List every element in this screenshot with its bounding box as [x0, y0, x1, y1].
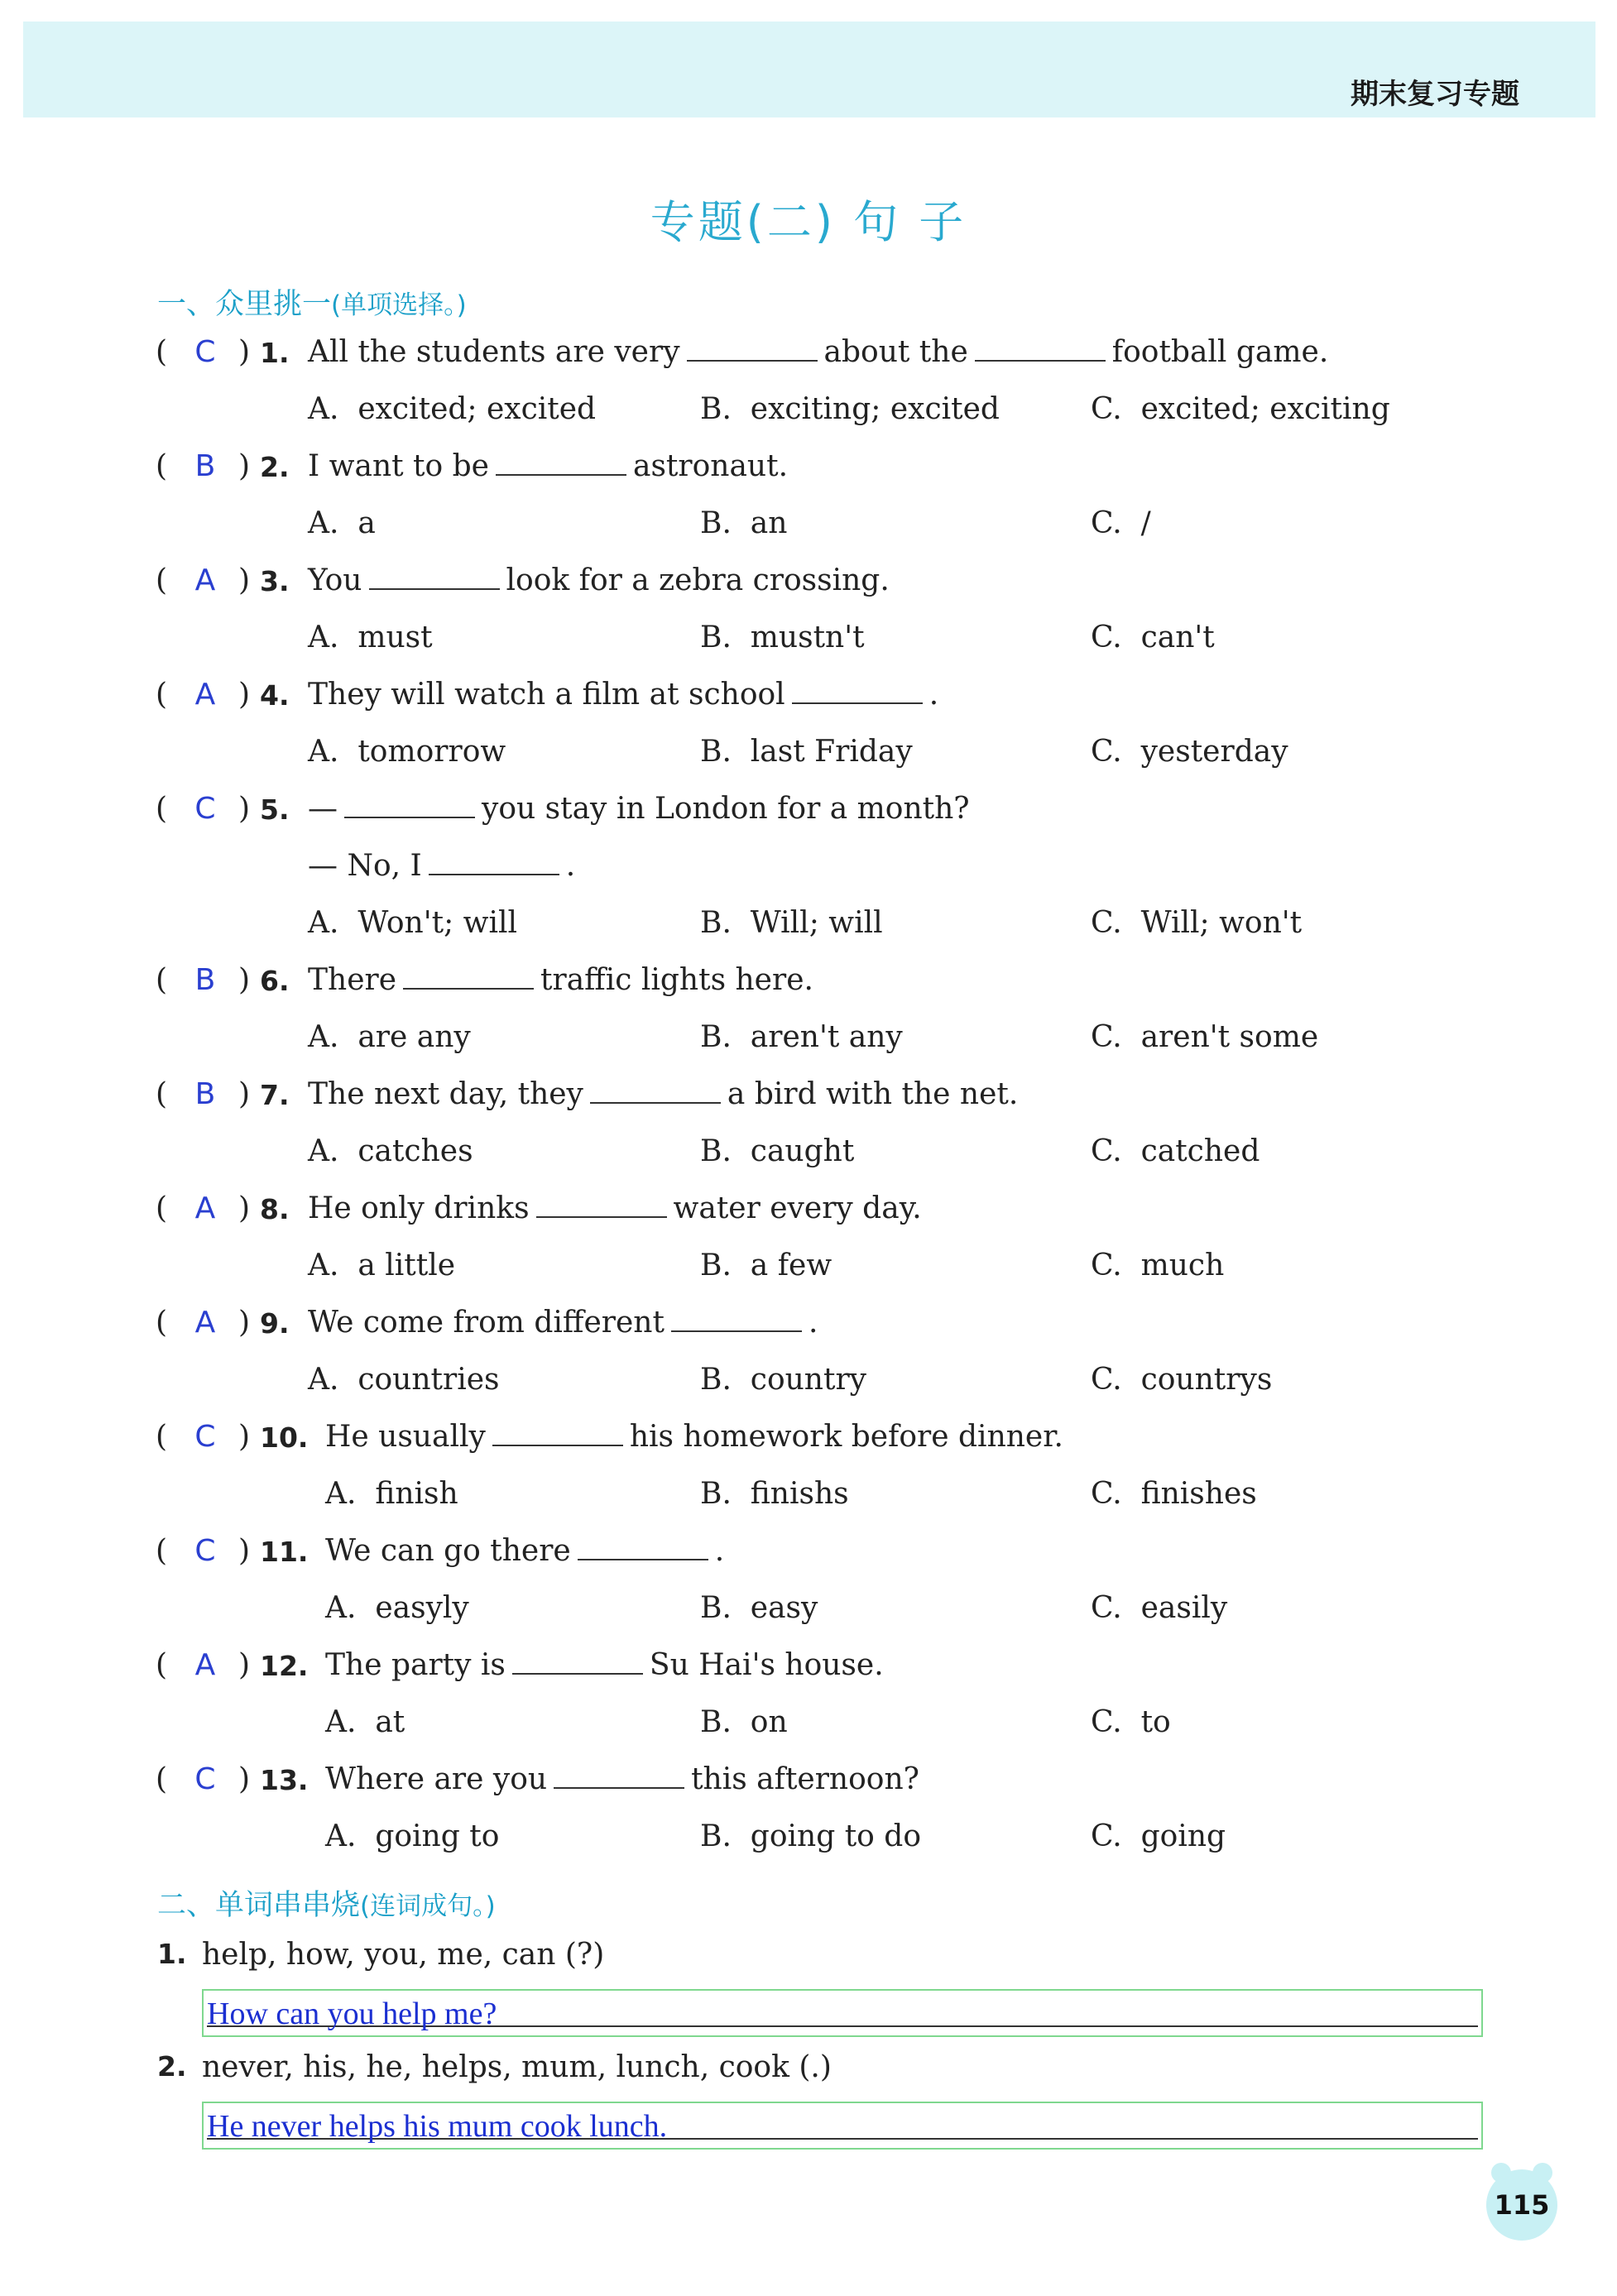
answer-blank[interactable] — [554, 1762, 684, 1789]
ordering-item-1 — [0, 1938, 1617, 1987]
paren-close: ) — [238, 1077, 251, 1111]
option-a[interactable]: A. catches — [308, 1134, 473, 1168]
paren-close: ) — [238, 1534, 251, 1568]
paren-open: ( — [156, 335, 168, 369]
option-b[interactable]: B. Will; will — [700, 906, 883, 940]
option-a[interactable]: A. tomorrow — [308, 735, 506, 769]
header-label: 期末复习专题 — [1351, 78, 1519, 111]
paren-open: ( — [156, 963, 168, 997]
stem-text: . — [928, 678, 939, 712]
stem-text: you stay in London for a month? — [482, 792, 970, 826]
question-row — [0, 678, 1617, 727]
option-a[interactable]: A. are any — [308, 1020, 471, 1054]
option-c[interactable]: C. catched — [1091, 1134, 1260, 1168]
section-2-note: (连词成句。) — [360, 1891, 496, 1921]
question-row — [0, 1077, 1617, 1127]
options-row — [0, 735, 1617, 784]
options-row — [0, 621, 1617, 670]
answer-blank[interactable] — [671, 1306, 802, 1332]
options-row — [0, 1363, 1617, 1412]
page-number: 115 — [1494, 2189, 1550, 2221]
stem-text: There — [308, 963, 397, 997]
question-number: 8. — [260, 1193, 290, 1225]
ordering-answer-text: He never helps his mum cook lunch. — [207, 2109, 668, 2144]
paren-close: ) — [238, 963, 251, 997]
question-number: 2. — [260, 451, 290, 483]
question-stem — [308, 449, 788, 483]
option-b[interactable]: B. caught — [700, 1134, 855, 1168]
answer-letter[interactable]: B — [194, 1077, 216, 1111]
stem-text: He usually — [325, 1420, 486, 1454]
option-a[interactable]: A. Won't; will — [308, 906, 518, 940]
answer-letter[interactable]: C — [194, 1534, 216, 1568]
answer-letter[interactable]: A — [194, 1191, 216, 1225]
section-1-note: (单项选择。) — [331, 290, 467, 320]
paren-open: ( — [156, 1648, 168, 1682]
question-row — [0, 1191, 1617, 1241]
question-row — [0, 792, 1617, 841]
options-row — [0, 1020, 1617, 1070]
answer-blank[interactable] — [536, 1191, 667, 1218]
option-b[interactable]: B. aren't any — [700, 1020, 903, 1054]
stem-text: . — [565, 849, 576, 883]
question-number: 1. — [260, 337, 290, 369]
option-c[interactable]: C. easily — [1091, 1591, 1228, 1625]
ordering-answer-box-2[interactable] — [202, 2102, 1483, 2150]
options-row — [0, 1477, 1617, 1527]
question-stem — [308, 963, 813, 997]
paren-open: ( — [156, 1420, 168, 1454]
answer-letter[interactable]: C — [194, 1762, 216, 1796]
option-c[interactable]: C. excited; exciting — [1091, 392, 1390, 426]
answer-letter[interactable]: B — [194, 449, 216, 483]
stem-text: — No, I — [308, 849, 422, 883]
paren-close: ) — [238, 1762, 251, 1796]
stem-text: We can go there — [325, 1534, 571, 1568]
stem-text: a bird with the net. — [727, 1077, 1019, 1111]
answer-letter[interactable]: A — [194, 678, 216, 712]
option-b[interactable]: B. going to do — [700, 1819, 921, 1853]
paren-open: ( — [156, 1306, 168, 1340]
option-a[interactable]: A. a — [308, 506, 376, 540]
question-row — [0, 1306, 1617, 1355]
question-row — [0, 1420, 1617, 1469]
stem-text: football game. — [1111, 335, 1329, 369]
option-a[interactable]: A. going to — [325, 1819, 500, 1853]
section-2-heading — [157, 1882, 496, 1924]
paren-close: ) — [238, 449, 251, 483]
question-number: 11. — [260, 1536, 309, 1568]
ordering-words: help, how, you, me, can (?) — [202, 1938, 605, 1972]
option-c[interactable]: C. to — [1091, 1705, 1171, 1739]
question-reply — [308, 849, 575, 883]
option-b[interactable]: B. on — [700, 1705, 788, 1739]
paren-close: ) — [238, 1191, 251, 1225]
answer-letter[interactable]: B — [194, 963, 216, 997]
paren-close: ) — [238, 563, 251, 597]
question-stem — [308, 563, 890, 597]
question-stem — [325, 1762, 919, 1796]
stem-text: The party is — [325, 1648, 506, 1682]
option-a[interactable]: A. excited; excited — [308, 392, 597, 426]
paren-close: ) — [238, 792, 251, 826]
answer-blank[interactable] — [687, 335, 818, 362]
option-c[interactable]: C. / — [1091, 506, 1151, 540]
answer-blank[interactable] — [403, 963, 534, 990]
stem-text: He only drinks — [308, 1191, 530, 1225]
question-row — [0, 335, 1617, 385]
options-row — [0, 506, 1617, 556]
ordering-answer-text: How can you help me? — [207, 1996, 497, 2031]
option-a[interactable]: A. easyly — [325, 1591, 469, 1625]
options-row — [0, 1134, 1617, 1184]
question-stem — [325, 1420, 1063, 1454]
question-stem — [308, 1191, 922, 1225]
option-a[interactable]: A. must — [308, 621, 433, 654]
option-b[interactable]: B. a few — [700, 1249, 832, 1282]
answer-letter[interactable]: C — [194, 1420, 216, 1454]
question-number: 7. — [260, 1079, 290, 1111]
question-number: 4. — [260, 679, 290, 712]
question-number: 9. — [260, 1307, 290, 1340]
answer-letter[interactable]: A — [194, 563, 216, 597]
stem-text: his homework before dinner. — [629, 1420, 1063, 1454]
paren-open: ( — [156, 1191, 168, 1225]
option-c[interactable]: C. countrys — [1091, 1363, 1273, 1397]
answer-letter[interactable]: A — [194, 1648, 216, 1682]
paren-close: ) — [238, 335, 251, 369]
options-row — [0, 392, 1617, 442]
paren-open: ( — [156, 1534, 168, 1568]
question-row — [0, 1648, 1617, 1698]
paren-close: ) — [238, 1306, 251, 1340]
option-c[interactable]: C. Will; won't — [1091, 906, 1303, 940]
stem-text: The next day, they — [308, 1077, 583, 1111]
question-number: 10. — [260, 1421, 309, 1454]
paren-open: ( — [156, 1077, 168, 1111]
section-2-title: 二、单词串串烧 — [157, 1889, 361, 1922]
stem-text: Su Hai's house. — [649, 1648, 884, 1682]
question-stem — [308, 792, 970, 826]
question-stem — [308, 1077, 1018, 1111]
answer-blank[interactable] — [369, 563, 500, 590]
question-stem — [325, 1534, 724, 1568]
question-row — [0, 1762, 1617, 1812]
option-a[interactable]: A. a little — [308, 1249, 456, 1282]
option-b[interactable]: B. country — [700, 1363, 867, 1397]
paren-close: ) — [238, 1648, 251, 1682]
question-stem — [308, 1306, 818, 1340]
question-row — [0, 563, 1617, 613]
question-row — [0, 1534, 1617, 1584]
answer-blank[interactable] — [492, 1420, 623, 1446]
question-number: 6. — [260, 965, 290, 997]
answer-blank[interactable] — [975, 335, 1106, 362]
option-c[interactable]: C. aren't some — [1091, 1020, 1319, 1054]
paren-open: ( — [156, 678, 168, 712]
option-b[interactable]: B. an — [700, 506, 788, 540]
option-a[interactable]: A. countries — [308, 1363, 500, 1397]
options-row — [0, 1819, 1617, 1869]
stem-text: astronaut. — [632, 449, 789, 483]
stem-text: Where are you — [325, 1762, 548, 1796]
option-b[interactable]: B. easy — [700, 1591, 818, 1625]
stem-text: I want to be — [308, 449, 489, 483]
option-b[interactable]: B. last Friday — [700, 735, 913, 769]
answer-letter[interactable]: A — [194, 1306, 216, 1340]
option-b[interactable]: B. exciting; excited — [700, 392, 1000, 426]
question-row — [0, 963, 1617, 1013]
stem-text: You — [308, 563, 362, 597]
paren-close: ) — [238, 1420, 251, 1454]
stem-text: . — [714, 1534, 725, 1568]
stem-text: They will watch a film at school — [308, 678, 785, 712]
stem-text: look for a zebra crossing. — [506, 563, 890, 597]
section-1-heading — [157, 281, 467, 323]
answer-blank[interactable] — [429, 849, 559, 875]
stem-text: We come from different — [308, 1306, 665, 1340]
ordering-number: 2. — [157, 2050, 187, 2083]
paren-close: ) — [238, 678, 251, 712]
ordering-words: never, his, he, helps, mum, lunch, cook (.) — [202, 2050, 832, 2084]
options-row — [0, 1249, 1617, 1298]
page-number-badge — [1486, 2169, 1557, 2241]
answer-blank[interactable] — [496, 449, 626, 476]
answer-blank[interactable] — [792, 678, 923, 704]
option-a[interactable]: A. finish — [325, 1477, 458, 1511]
options-row — [0, 1591, 1617, 1641]
option-c[interactable]: C. yesterday — [1091, 735, 1288, 769]
ordering-item-2 — [0, 2050, 1617, 2100]
option-c[interactable]: C. can't — [1091, 621, 1215, 654]
options-row — [0, 1705, 1617, 1755]
paren-open: ( — [156, 1762, 168, 1796]
stem-text: this afternoon? — [691, 1762, 919, 1796]
answer-blank[interactable] — [344, 792, 475, 818]
stem-text: about the — [823, 335, 968, 369]
option-c[interactable]: C. going — [1091, 1819, 1226, 1853]
option-c[interactable]: C. much — [1091, 1249, 1225, 1282]
paren-open: ( — [156, 792, 168, 826]
option-a[interactable]: A. at — [325, 1705, 405, 1739]
ordering-answer-box-1[interactable] — [202, 1989, 1483, 2037]
option-b[interactable]: B. mustn't — [700, 621, 865, 654]
answer-blank[interactable] — [578, 1534, 708, 1560]
page-title: 专题(二) 句 子 — [650, 196, 967, 248]
answer-blank[interactable] — [590, 1077, 721, 1104]
stem-text: water every day. — [673, 1191, 922, 1225]
ordering-number: 1. — [157, 1938, 187, 1970]
option-b[interactable]: B. finishs — [700, 1477, 849, 1511]
answer-letter[interactable]: C — [194, 792, 216, 826]
question-number: 5. — [260, 793, 290, 826]
section-1-title: 一、众里挑一 — [157, 288, 332, 321]
stem-text: . — [808, 1306, 818, 1340]
question-row — [0, 449, 1617, 499]
question-reply-row — [0, 849, 1617, 899]
question-number: 3. — [260, 565, 290, 597]
paren-open: ( — [156, 563, 168, 597]
stem-text: — — [308, 792, 338, 826]
stem-text: All the students are very — [308, 335, 680, 369]
question-stem — [308, 678, 938, 712]
question-number: 13. — [260, 1764, 309, 1796]
paren-open: ( — [156, 449, 168, 483]
stem-text: traffic lights here. — [540, 963, 813, 997]
question-stem — [308, 335, 1328, 369]
answer-blank[interactable] — [512, 1648, 643, 1675]
answer-letter[interactable]: C — [194, 335, 216, 369]
options-row — [0, 906, 1617, 956]
option-c[interactable]: C. finishes — [1091, 1477, 1257, 1511]
question-number: 12. — [260, 1650, 309, 1682]
question-stem — [325, 1648, 884, 1682]
